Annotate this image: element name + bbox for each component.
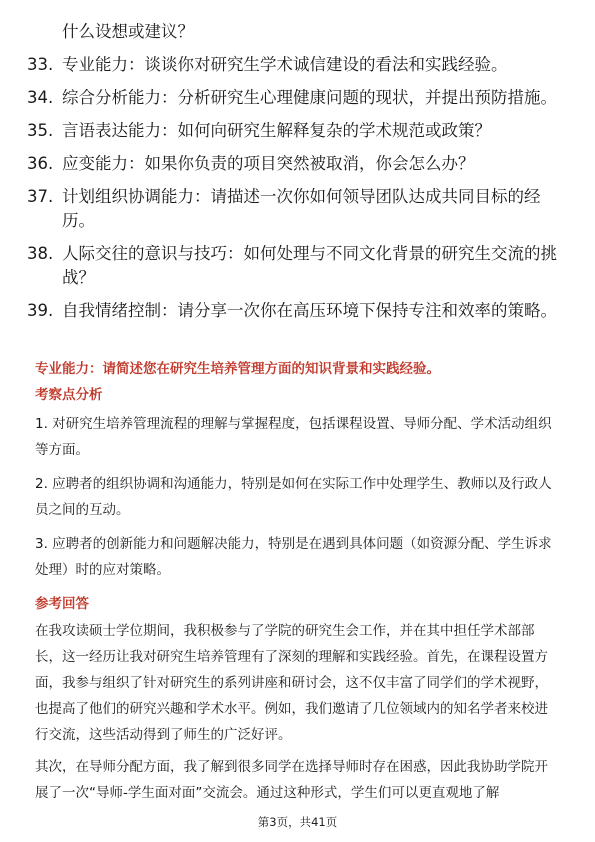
question-item: [27, 119, 572, 143]
question-number: 39.: [27, 301, 54, 320]
question-number: 35.: [27, 121, 54, 140]
answer-paragraph: 在我攻读硕士学位期间，我积极参与了学院的研究生会工作，并在其中担任学术部部长，这一经历让我对研究生培养管理有了深刻的理解和实践经验。首先，在课程设置方面，我参与组织了针对研究生的系列讲座和研讨会，这不仅丰富了同学们的学术视野，也提高了他们的研究兴趣和学术水平。例如，我们邀请了几位领域内的知名学者来校进行交流，这些活动得到了师生的广泛好评。: [35, 623, 548, 743]
question-number: 33.: [27, 55, 54, 74]
question-continuation: 什么设想或建议？: [62, 22, 194, 41]
question-text: 应变能力：如果你负责的项目突然被取消，你会怎么办？: [62, 154, 475, 173]
question-text: 自我情绪控制：请分享一次你在高压环境下保持专注和效率的策略。: [62, 301, 557, 320]
question-item: [27, 242, 572, 290]
question-number: 38.: [27, 244, 54, 263]
analysis-point: 2. 应聘者的组织协调和沟通能力，特别是如何在实际工作中处理学生、教师以及行政人员之间的互动。: [35, 476, 552, 518]
page-footer: 第3页，共41页: [257, 815, 338, 829]
question-number: 36.: [27, 154, 54, 173]
question-item: [27, 299, 572, 323]
analysis-heading: 考察点分析: [35, 387, 103, 403]
answer-section: [35, 594, 560, 806]
question-item: [27, 86, 572, 110]
featured-question-title: 专业能力：请简述您在研究生培养管理方面的知识背景和实践经验。: [35, 361, 440, 377]
question-text: 言语表达能力：如何向研究生解释复杂的学术规范或政策？: [62, 121, 491, 140]
answer-body: [35, 618, 560, 806]
question-text: 人际交往的意识与技巧：如何处理与不同文化背景的研究生交流的挑战？: [62, 244, 557, 287]
question-item: [27, 53, 572, 77]
answer-paragraph: 其次，在导师分配方面，我了解到很多同学在选择导师时存在困惑，因此我协助学院开展了一次“导师-学生面对面”交流会。通过这种形式，学生们可以更直观地了解: [35, 759, 548, 801]
question-number: 37.: [27, 187, 54, 206]
analysis-point: 1. 对研究生培养管理流程的理解与掌握程度，包括课程设置、导师分配、学术活动组织等方面。: [35, 416, 552, 458]
question-text: 专业能力：谈谈你对研究生学术诚信建设的看法和实践经验。: [62, 55, 508, 74]
question-item: [27, 185, 572, 233]
answer-heading: 参考回答: [35, 596, 89, 612]
question-text: 计划组织协调能力：请描述一次你如何领导团队达成共同目标的经历。: [62, 187, 541, 230]
analysis-points: [35, 411, 560, 583]
question-list: [27, 20, 572, 332]
analysis-point: 3. 应聘者的创新能力和问题解决能力，特别是在遇到具体问题（如资源分配、学生诉求处理）时的应对策略。: [35, 536, 552, 578]
question-text: 综合分析能力：分析研究生心理健康问题的现状，并提出预防措施。: [62, 88, 557, 107]
question-number: 34.: [27, 88, 54, 107]
question-item: [27, 152, 572, 176]
analysis-section: [35, 385, 560, 583]
